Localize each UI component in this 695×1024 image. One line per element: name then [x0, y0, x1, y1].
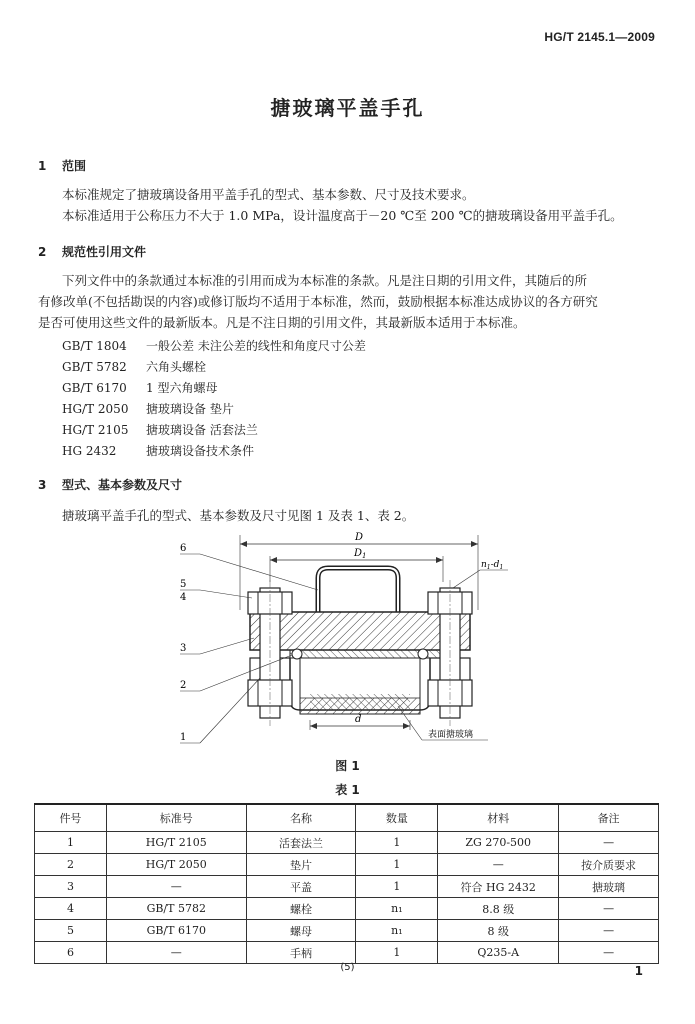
table-header-row	[35, 804, 659, 832]
table-cell: —	[559, 898, 659, 920]
table-row	[35, 854, 659, 876]
dimension-d1	[270, 548, 443, 582]
table-cell: Q235-A	[438, 942, 559, 964]
page-title: 搪玻璃平盖手孔	[270, 96, 425, 120]
table-cell: 1	[356, 942, 438, 964]
reference-code: HG/T 2105	[62, 423, 129, 437]
table-cell: ZG 270-500	[438, 832, 559, 854]
flat-cover	[250, 612, 470, 650]
reference-name: 搪玻璃设备 垫片	[146, 402, 234, 416]
reference-item	[62, 337, 366, 354]
footer-sequence: (5)	[340, 962, 355, 973]
table-cell: —	[438, 854, 559, 876]
paragraph	[62, 505, 414, 526]
dimension-d-inner	[310, 714, 410, 730]
table-cell: 手柄	[246, 942, 356, 964]
table-row	[35, 898, 659, 920]
callout-4: 4	[180, 592, 187, 603]
dimension-label: $D_1$	[354, 548, 367, 560]
reference-code: GB/T 5782	[62, 360, 127, 374]
table-cell: n₁	[356, 920, 438, 942]
reference-item	[62, 358, 206, 375]
table-cell: 1	[356, 832, 438, 854]
reference-code: GB/T 1804	[62, 339, 127, 353]
text-line: 搪玻璃平盖手孔的型式、基本参数及尺寸见图 1 及表 1、表 2。	[62, 508, 415, 523]
reference-code: HG/T 2050	[62, 402, 129, 416]
table-cell: —	[106, 942, 246, 964]
table-cell: 3	[35, 876, 107, 898]
table-cell: 1	[356, 854, 438, 876]
figure-caption: 图 1	[335, 759, 360, 773]
table-row	[35, 876, 659, 898]
table-cell: 8 级	[438, 920, 559, 942]
column-header: 材料	[438, 804, 559, 832]
table-cell: 螺母	[246, 920, 356, 942]
table-row	[35, 920, 659, 942]
table-cell: 1	[356, 876, 438, 898]
table-cell: 5	[35, 920, 107, 942]
table-cell: GB/T 6170	[106, 920, 246, 942]
table-cell: 螺栓	[246, 898, 356, 920]
column-header: 备注	[559, 804, 659, 832]
page-number: 1	[634, 964, 643, 978]
table-cell: 2	[35, 854, 107, 876]
table-cell: 6	[35, 942, 107, 964]
table-cell: 按介质要求	[559, 854, 659, 876]
table-cell: 平盖	[246, 876, 356, 898]
section-title: 型式、基本参数及尺寸	[62, 478, 183, 492]
text-line: 有修改单(不包括勘误的内容)或修订版均不适用于本标准，然而，鼓励根据本标准达成协议的各方研究	[38, 294, 598, 309]
reference-name: 搪玻璃设备技术条件	[146, 444, 255, 458]
table-row	[35, 832, 659, 854]
paragraph	[62, 184, 623, 226]
table-cell: GB/T 5782	[106, 898, 246, 920]
reference-code: HG 2432	[62, 444, 117, 458]
table-cell: —	[106, 876, 246, 898]
text-line: 本标准规定了搪玻璃设备用平盖手孔的型式、基本参数、尺寸及技术要求。	[62, 187, 475, 202]
column-header: 件号	[35, 804, 107, 832]
table-cell: 垫片	[246, 854, 356, 876]
section-number: 3	[38, 478, 47, 492]
callout-1: 1	[180, 732, 187, 743]
reference-item	[62, 400, 234, 417]
callout-6: 6	[180, 543, 187, 554]
document-code: HG/T 2145.1—2009	[544, 30, 655, 44]
table-cell: HG/T 2050	[106, 854, 246, 876]
callout-5: 5	[180, 579, 187, 590]
bolt-count-label	[450, 560, 508, 590]
text-line: 本标准适用于公称压力不大于 1.0 MPa，设计温度高于－20 ℃至 200 ℃的搪玻璃设备用平盖手孔。	[62, 208, 623, 223]
reference-name: 六角头螺栓	[146, 360, 207, 374]
reference-code: GB/T 6170	[62, 381, 127, 395]
table-cell: 符合 HG 2432	[438, 876, 559, 898]
callout-3: 3	[180, 643, 187, 654]
dimension-label: D	[355, 532, 364, 543]
table-cell: HG/T 2105	[106, 832, 246, 854]
table-cell: 8.8 级	[438, 898, 559, 920]
hand-hole-drawing	[160, 530, 504, 752]
column-header: 数量	[356, 804, 438, 832]
table-caption: 表 1	[335, 783, 360, 797]
paragraph	[38, 270, 658, 333]
reference-item	[62, 379, 217, 396]
table-cell: —	[559, 942, 659, 964]
reference-item	[62, 421, 258, 438]
section-heading-scope	[38, 157, 86, 174]
section-number: 1	[38, 159, 47, 173]
table-cell: 搪玻璃	[559, 876, 659, 898]
reference-name: 搪玻璃设备 活套法兰	[146, 423, 258, 437]
reference-item	[62, 442, 254, 459]
text-line: 下列文件中的条款通过本标准的引用而成为本标准的条款。凡是注日期的引用文件，其随后的所	[62, 273, 588, 288]
callout-2: 2	[180, 680, 187, 691]
column-header: 标准号	[106, 804, 246, 832]
svg-text:n1-d1: $n_1-d_1$	[481, 560, 504, 571]
section-heading-normative-references	[38, 243, 146, 260]
svg-text:表面搪玻璃: 表面搪玻璃	[428, 730, 474, 740]
text-line: 是否可使用这些文件的最新版本。凡是不注日期的引用文件，其最新版本适用于本标准。	[38, 315, 526, 330]
table-cell: —	[559, 832, 659, 854]
section-title: 范围	[62, 159, 87, 173]
table-cell: 1	[35, 832, 107, 854]
section-number: 2	[38, 245, 47, 259]
table-row	[35, 942, 659, 964]
handle	[318, 568, 398, 612]
table-cell: —	[559, 920, 659, 942]
reference-name: 1 型六角螺母	[146, 381, 218, 395]
table-cell: 4	[35, 898, 107, 920]
table-cell: n₁	[356, 898, 438, 920]
parts-table	[34, 803, 659, 964]
section-title: 规范性引用文件	[62, 245, 147, 259]
section-heading-types-parameters	[38, 476, 182, 493]
reference-name: 一般公差 未注公差的线性和角度尺寸公差	[146, 339, 366, 353]
table-cell: 活套法兰	[246, 832, 356, 854]
column-header: 名称	[246, 804, 356, 832]
dimension-label: d	[355, 714, 362, 725]
